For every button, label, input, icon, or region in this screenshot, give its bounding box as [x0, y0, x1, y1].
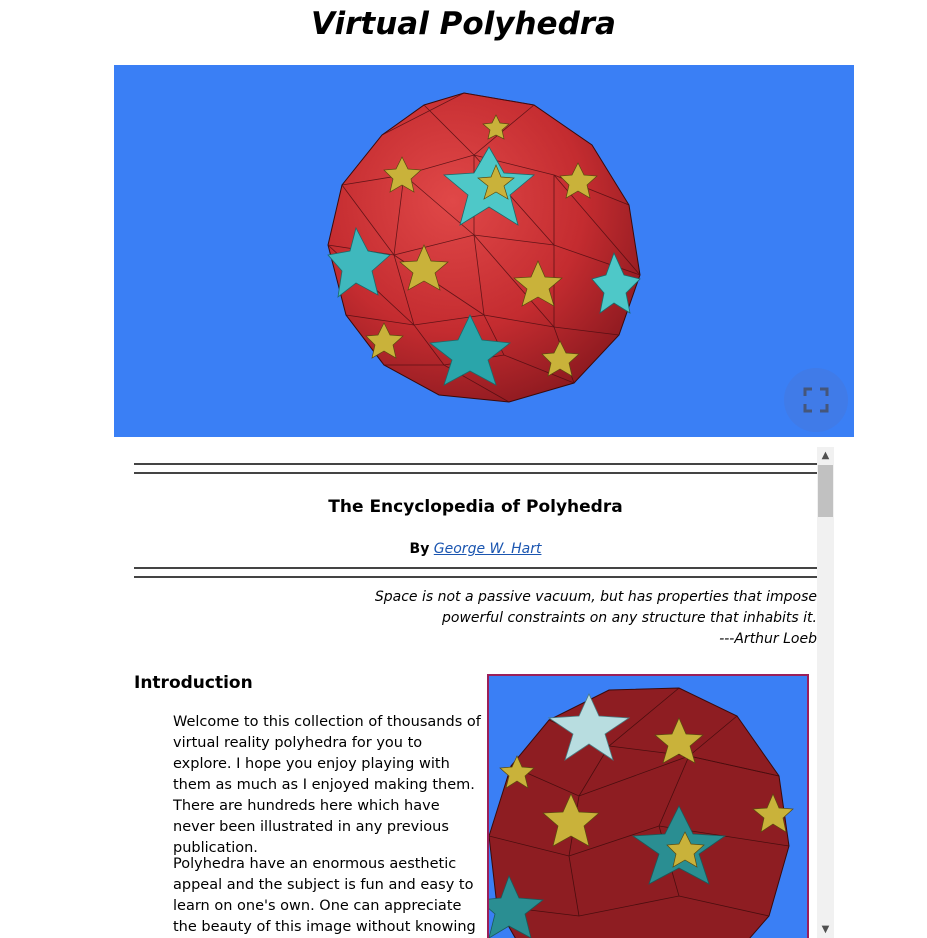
byline	[134, 539, 817, 559]
polyhedron-3d-viewer[interactable]	[114, 65, 854, 437]
intro-paragraph: Welcome to this collection of thousands of virtual reality polyhedra for you to explore. I hope you enjoy playing with them as much as I enjoyed making them. There are hundreds here which have never been illustrated in any previous publication.	[173, 714, 481, 856]
scroll-up-arrow-icon[interactable]: ▲	[821, 450, 830, 461]
quote-attribution: ---Arthur Loeb	[719, 631, 817, 647]
fullscreen-button[interactable]	[784, 368, 848, 432]
author-link[interactable]: George W. Hart	[433, 541, 542, 557]
divider-rule	[134, 463, 817, 465]
polyhedron-render	[114, 65, 854, 437]
divider-rule	[134, 576, 817, 578]
polyhedron-figure-image	[487, 674, 809, 938]
quote-line: Space is not a passive vacuum, but has properties that impose	[374, 589, 817, 605]
intro-paragraph: Polyhedra have an enormous aesthetic appeal and the subject is fun and easy to learn on one's own. One can appreciate the beauty of this image without knowing	[173, 856, 476, 935]
vertical-scrollbar[interactable]	[817, 447, 834, 938]
quote-line: powerful constraints on any structure that inhabits it.	[442, 610, 817, 626]
encyclopedia-frame[interactable]	[134, 447, 834, 938]
scroll-down-arrow-icon[interactable]: ▼	[821, 924, 830, 935]
page-title: Virtual Polyhedra	[311, 6, 616, 42]
by-label: By	[409, 541, 430, 557]
section-heading-introduction: Introduction	[134, 673, 253, 693]
frame-content	[134, 447, 817, 938]
polyhedron-image	[489, 676, 807, 938]
divider-rule	[134, 472, 817, 474]
fullscreen-icon	[802, 386, 830, 414]
divider-rule	[134, 567, 817, 569]
scrollbar-thumb[interactable]	[818, 465, 833, 517]
epigraph-quote	[347, 587, 817, 650]
encyclopedia-title: The Encyclopedia of Polyhedra	[328, 497, 623, 517]
